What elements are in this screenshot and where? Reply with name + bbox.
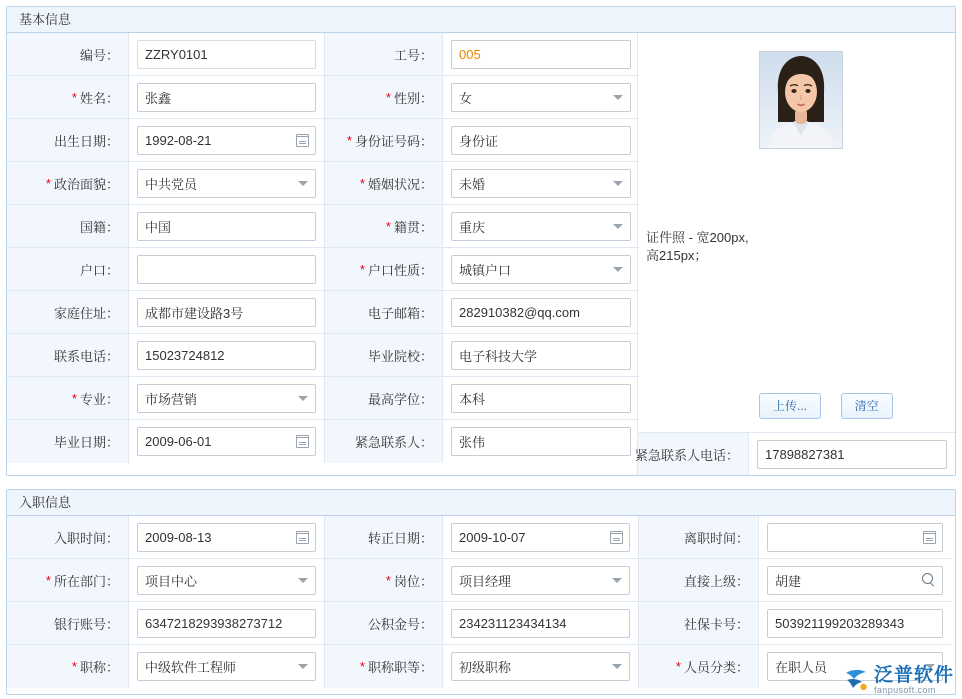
superior-label <box>639 559 759 602</box>
staff-category-label <box>639 645 759 688</box>
birthday-field-cell <box>129 119 325 162</box>
chevron-down-icon[interactable] <box>613 267 623 272</box>
title-rank-field-cell <box>129 645 325 688</box>
title-level-label <box>325 645 443 688</box>
code-input[interactable] <box>137 40 316 69</box>
graduate-date-input[interactable] <box>137 427 316 456</box>
provident-fund-field-cell <box>443 602 639 645</box>
household-label <box>7 248 129 291</box>
political-select[interactable] <box>137 169 316 198</box>
emergency-phone-field-cell <box>749 432 955 475</box>
table-row <box>7 76 639 119</box>
search-icon[interactable] <box>921 566 937 595</box>
title-level-label-text: 职称职等： <box>367 660 433 675</box>
job-no-input[interactable] <box>451 40 631 69</box>
emergency-phone-label <box>634 432 749 475</box>
phone-label <box>7 334 129 377</box>
required-star-icon: * <box>45 175 51 191</box>
major-label-text: 专业： <box>79 391 119 407</box>
table-row <box>7 334 639 377</box>
table-row <box>7 559 955 602</box>
school-label-text: 毕业院校： <box>367 348 433 364</box>
required-star-icon: * <box>71 390 77 406</box>
position-label-text: 岗位： <box>393 573 433 589</box>
school-field-cell <box>443 334 639 377</box>
code-label-text: 编号： <box>79 47 119 63</box>
nationality-input[interactable] <box>137 212 316 241</box>
email-field-cell <box>443 291 639 334</box>
calendar-icon[interactable] <box>608 523 624 552</box>
entry-date-input[interactable] <box>137 523 316 552</box>
nationality-label <box>7 205 129 248</box>
photo-column <box>634 33 955 475</box>
table-row <box>7 516 955 559</box>
native-place-select-wrap[interactable] <box>451 212 631 241</box>
table-row <box>7 33 639 76</box>
leave-date-wrap[interactable] <box>767 523 943 552</box>
table-row <box>7 377 639 420</box>
staff-category-select[interactable] <box>767 652 943 681</box>
chevron-down-icon[interactable] <box>298 664 308 669</box>
political-select-wrap[interactable] <box>137 169 316 198</box>
native-place-select[interactable] <box>451 212 631 241</box>
emergency-phone-label-text: 紧急联系人电话： <box>634 447 739 463</box>
marital-select-wrap[interactable] <box>451 169 631 198</box>
provident-fund-label-text: 公积金号： <box>367 616 433 632</box>
gender-select-wrap[interactable] <box>451 83 631 112</box>
school-input[interactable] <box>451 341 631 370</box>
calendar-icon[interactable] <box>294 126 310 155</box>
logo-text-en: fanpusoft.com <box>873 684 936 695</box>
home-address-label <box>7 291 129 334</box>
bank-account-label-text: 银行账号： <box>53 616 119 632</box>
emergency-contact-field-cell <box>443 420 639 463</box>
employee-id-photo <box>760 52 842 148</box>
emergency-contact-label-text: 紧急联系人： <box>354 435 433 450</box>
superior-field-cell <box>759 559 951 602</box>
bank-account-label <box>7 602 129 645</box>
table-row <box>7 291 639 334</box>
basic-info-panel-body <box>7 33 955 475</box>
graduate-date-label-text: 毕业日期： <box>53 435 119 450</box>
gender-label-text: 性别： <box>393 90 433 106</box>
regular-date-field-cell <box>443 516 639 559</box>
position-label <box>325 559 443 602</box>
bank-account-input[interactable] <box>137 609 316 638</box>
title-level-select-wrap[interactable] <box>451 652 630 681</box>
chevron-down-icon[interactable] <box>613 95 623 100</box>
major-select[interactable] <box>137 384 316 413</box>
superior-label-text: 直接上级： <box>683 573 749 589</box>
chevron-down-icon[interactable] <box>612 578 622 583</box>
department-field-cell <box>129 559 325 602</box>
position-field-cell <box>443 559 639 602</box>
major-field-cell <box>129 377 325 420</box>
required-star-icon: * <box>71 89 77 105</box>
marital-label-text: 婚姻状况： <box>367 176 433 192</box>
required-star-icon: * <box>385 572 391 588</box>
basic-info-grid <box>7 33 639 463</box>
leave-date-label <box>639 516 759 559</box>
id-number-field-cell <box>443 119 639 162</box>
regular-date-label <box>325 516 443 559</box>
department-label-text: 所在部门： <box>53 573 119 589</box>
phone-field-cell <box>129 334 325 377</box>
degree-label-text: 最高学位： <box>367 391 433 407</box>
calendar-icon[interactable] <box>294 427 310 456</box>
email-field[interactable] <box>451 298 631 327</box>
table-row <box>7 420 639 463</box>
native-place-field-cell <box>443 205 639 248</box>
household-type-field-cell <box>443 248 639 291</box>
name-label-text: 姓名： <box>79 90 119 106</box>
graduate-date-label <box>7 420 129 463</box>
table-row <box>7 119 639 162</box>
marital-label <box>325 162 443 205</box>
chevron-down-icon[interactable] <box>298 578 308 583</box>
title-rank-select-wrap[interactable] <box>137 652 316 681</box>
social-security-field-cell <box>759 602 951 645</box>
entry-info-panel <box>6 489 956 695</box>
household-type-label-text: 户口性质： <box>367 262 433 278</box>
required-star-icon: * <box>359 175 365 191</box>
upload-button[interactable]: 上传... <box>759 393 821 419</box>
photo-buttons <box>759 393 909 419</box>
major-select-wrap[interactable] <box>137 384 316 413</box>
leave-date-label-text: 离职时间： <box>683 530 749 546</box>
graduate-date-field-cell <box>129 420 325 463</box>
job-no-label-text: 工号： <box>393 47 433 63</box>
job-no-label <box>325 33 443 76</box>
marital-select[interactable] <box>451 169 631 198</box>
title-rank-label-text: 职称： <box>79 660 119 675</box>
required-star-icon: * <box>675 659 681 674</box>
social-security-input[interactable] <box>767 609 943 638</box>
chevron-down-icon[interactable] <box>298 181 308 186</box>
phone-label-text: 联系电话： <box>53 348 119 364</box>
email-label-text: 电子邮箱： <box>367 305 433 321</box>
household-label-text: 户口： <box>79 262 119 278</box>
regular-date-label-text: 转正日期： <box>367 530 433 546</box>
home-address-label-text: 家庭住址： <box>53 305 119 321</box>
leave-date-field-cell <box>759 516 951 559</box>
superior-lookup-wrap[interactable] <box>767 566 943 595</box>
required-star-icon: * <box>359 659 365 674</box>
entry-info-panel-title: 入职信息 <box>7 490 955 516</box>
code-field-cell <box>129 33 325 76</box>
leave-date-input[interactable] <box>767 523 943 552</box>
gender-field-cell <box>443 76 639 119</box>
household-field-cell <box>129 248 325 291</box>
regular-date-wrap[interactable] <box>451 523 630 552</box>
social-security-label <box>639 602 759 645</box>
birthday-label-text: 出生日期： <box>53 133 119 149</box>
name-field-cell <box>129 76 325 119</box>
table-row <box>7 162 639 205</box>
provident-fund-label <box>325 602 443 645</box>
staff-category-select-wrap[interactable] <box>767 652 943 681</box>
emergency-contact-label <box>325 420 443 463</box>
basic-info-panel-title: 基本信息 <box>7 7 955 33</box>
birthday-date-wrap[interactable] <box>137 126 316 155</box>
bank-account-field-cell <box>129 602 325 645</box>
home-address-field-cell <box>129 291 325 334</box>
name-label <box>7 76 129 119</box>
entry-date-field-cell <box>129 516 325 559</box>
avatar <box>759 51 843 149</box>
table-row <box>7 645 955 688</box>
chevron-down-icon[interactable] <box>613 224 623 229</box>
political-label-text: 政治面貌： <box>53 176 119 192</box>
name-input[interactable] <box>137 83 316 112</box>
required-star-icon: * <box>346 132 352 148</box>
superior-input[interactable] <box>767 566 943 595</box>
required-star-icon: * <box>385 218 391 234</box>
table-row <box>7 602 955 645</box>
required-star-icon: * <box>45 572 51 588</box>
school-label <box>325 334 443 377</box>
birthday-input[interactable] <box>137 126 316 155</box>
calendar-icon[interactable] <box>294 523 310 552</box>
job-no-field-cell <box>443 33 639 76</box>
id-number-label-text: 身份证号码： <box>354 133 433 149</box>
gender-label <box>325 76 443 119</box>
basic-info-panel <box>6 6 956 476</box>
political-label <box>7 162 129 205</box>
chevron-down-icon[interactable] <box>613 181 623 186</box>
graduate-date-wrap[interactable] <box>137 427 316 456</box>
logo-text-cn: 泛普软件 <box>873 664 954 686</box>
nationality-field-cell <box>129 205 325 248</box>
political-field-cell <box>129 162 325 205</box>
staff-category-label-text: 人员分类： <box>683 660 749 675</box>
id-number-input[interactable] <box>451 126 631 155</box>
native-place-label <box>325 205 443 248</box>
required-star-icon: * <box>385 89 391 105</box>
position-select-wrap[interactable] <box>451 566 630 595</box>
table-row <box>7 205 639 248</box>
required-star-icon: * <box>71 659 77 674</box>
code-label <box>7 33 129 76</box>
department-select[interactable] <box>137 566 316 595</box>
emergency-phone-input[interactable] <box>757 440 947 469</box>
nationality-label-text: 国籍： <box>79 219 119 235</box>
title-level-field-cell <box>443 645 639 688</box>
table-row <box>634 432 956 475</box>
native-place-label-text: 籍贯： <box>393 219 433 235</box>
household-input[interactable] <box>137 255 316 284</box>
required-star-icon: * <box>359 261 365 277</box>
gender-select[interactable] <box>451 83 631 112</box>
home-address-input[interactable] <box>137 298 316 327</box>
household-type-label <box>325 248 443 291</box>
household-type-select-wrap[interactable] <box>451 255 631 284</box>
entry-date-label-text: 入职时间： <box>53 530 119 546</box>
photo-size-note: 证件照 - 宽200px, 高215px； <box>646 230 749 263</box>
degree-label <box>325 377 443 420</box>
entry-info-panel-body <box>7 516 955 694</box>
calendar-icon[interactable] <box>921 523 937 552</box>
chevron-down-icon[interactable] <box>612 664 622 669</box>
birthday-label <box>7 119 129 162</box>
chevron-down-icon[interactable] <box>298 396 308 401</box>
clear-button[interactable]: 清空 <box>841 393 893 419</box>
department-select-wrap[interactable] <box>137 566 316 595</box>
department-label <box>7 559 129 602</box>
phone-input[interactable] <box>137 341 316 370</box>
title-rank-label <box>7 645 129 688</box>
major-label <box>7 377 129 420</box>
degree-field-cell <box>443 377 639 420</box>
title-rank-select[interactable] <box>137 652 316 681</box>
table-row <box>7 248 639 291</box>
title-level-select[interactable] <box>451 652 630 681</box>
emergency-contact-input[interactable] <box>451 427 631 456</box>
entry-date-wrap[interactable] <box>137 523 316 552</box>
social-security-label-text: 社保卡号： <box>683 616 749 632</box>
provident-fund-input[interactable] <box>451 609 630 638</box>
email-label <box>325 291 443 334</box>
staff-category-field-cell <box>759 645 951 688</box>
household-type-select[interactable] <box>451 255 631 284</box>
entry-date-label <box>7 516 129 559</box>
degree-input[interactable] <box>451 384 631 413</box>
chevron-down-icon[interactable] <box>925 664 935 669</box>
regular-date-input[interactable] <box>451 523 630 552</box>
position-select[interactable] <box>451 566 630 595</box>
marital-field-cell <box>443 162 639 205</box>
id-number-label <box>325 119 443 162</box>
